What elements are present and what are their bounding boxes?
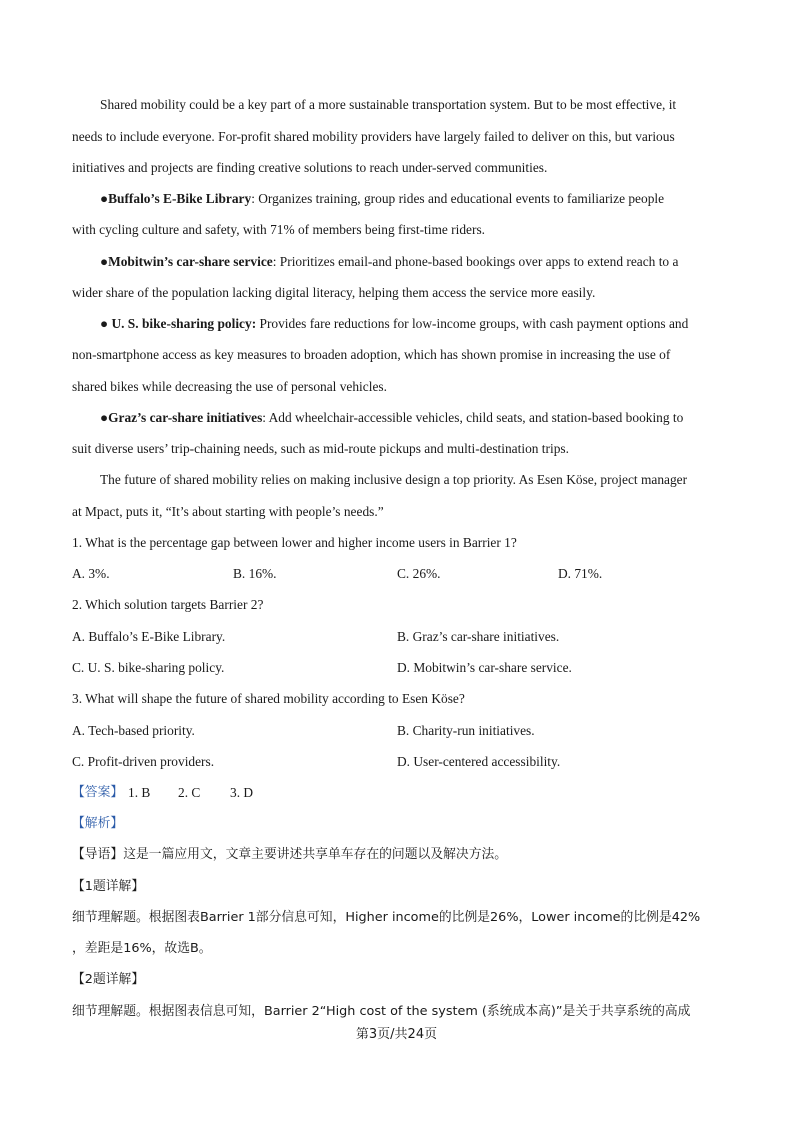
bullet-us-policy-line-2: non-smartphone access as key measures to broaden adoption, which has shown promise in increasing the use of [72, 347, 671, 362]
question-3-option-a: A. Tech-based priority. [72, 723, 195, 738]
question-2-stem: 2. Which solution targets Barrier 2? [72, 597, 264, 612]
analysis-label: 【解析】 [72, 816, 124, 831]
analysis-guide: 【导语】这是一篇应用文，文章主要讲述共享单车存在的问题以及解决方法。 [72, 847, 508, 862]
q1-detail-heading: 【1题详解】 [72, 879, 145, 894]
q1-detail-line-2: ，差距是16%，故选B。 [72, 941, 212, 956]
bullet-graz [100, 409, 683, 427]
intro-line-1: Shared mobility could be a key part of a more sustainable transportation system. But to be most effective, it [100, 97, 677, 112]
question-3-stem: 3. What will shape the future of shared mobility according to Esen Köse? [72, 691, 465, 706]
answer-3: 3. D [230, 785, 254, 800]
intro-line-2: needs to include everyone. For-profit shared mobility providers have largely failed to deliver on this, but various [72, 129, 675, 144]
question-2-option-a: A. Buffalo’s E-Bike Library. [72, 629, 226, 644]
bullet-us-policy-line-3: shared bikes while decreasing the use of personal vehicles. [72, 379, 387, 394]
bullet-us-policy [100, 315, 688, 333]
question-1-option-d: D. 71%. [558, 566, 603, 581]
answer-label: 【答案】 [72, 785, 124, 800]
answer-2: 2. C [178, 785, 201, 800]
q2-detail-heading: 【2题详解】 [72, 972, 145, 987]
question-2-option-d: D. Mobitwin’s car-share service. [397, 660, 572, 675]
bullet-text: : Organizes training, group rides and educational events to familiarize people [251, 191, 665, 206]
bullet-title: U. S. bike-sharing policy: [111, 316, 257, 331]
bullet-title: Buffalo’s E-Bike Library [108, 191, 252, 206]
question-2-option-c: C. U. S. bike-sharing policy. [72, 660, 225, 675]
answer-1: 1. B [128, 785, 151, 800]
question-2-option-b: B. Graz’s car-share initiatives. [397, 629, 560, 644]
conclusion-line-2: at Mpact, puts it, “It’s about starting with people’s needs.” [72, 504, 384, 519]
question-3-option-b: B. Charity-run initiatives. [397, 723, 535, 738]
bullet-marker: ● [100, 254, 109, 269]
bullet-text: : Prioritizes email-and phone-based bookings over apps to extend reach to a [272, 254, 679, 269]
question-1-option-c: C. 26%. [397, 566, 441, 581]
bullet-marker: ● [100, 410, 109, 425]
question-3-option-d: D. User-centered accessibility. [397, 754, 561, 769]
bullet-title: Mobitwin’s car-share service [108, 254, 273, 269]
bullet-text: Provides fare reductions for low-income groups, with cash payment options and [256, 316, 689, 331]
bullet-text: : Add wheelchair-accessible vehicles, child seats, and station-based booking to [262, 410, 684, 425]
bullet-marker: ● [100, 191, 109, 206]
q2-detail-line-1: 细节理解题。根据图表信息可知，Barrier 2“High cost of the system (系统成本高)”是关于共享系统的高成 [72, 1004, 691, 1019]
question-3-option-c: C. Profit-driven providers. [72, 754, 215, 769]
question-1-stem: 1. What is the percentage gap between lower and higher income users in Barrier 1? [72, 535, 517, 550]
question-1-option-b: B. 16%. [233, 566, 277, 581]
bullet-mobitwin [100, 253, 678, 271]
bullet-buffalo [100, 190, 664, 208]
page-number-footer: 第3页/共24页 [355, 1027, 438, 1042]
bullet-mobitwin-line-2: wider share of the population lacking digital literacy, helping them access the service more easily. [72, 285, 596, 300]
q1-detail-line-1: 细节理解题。根据图表Barrier 1部分信息可知，Higher income的比例是26%，Lower income的比例是42% [72, 910, 701, 925]
bullet-graz-line-2: suit diverse users’ trip-chaining needs, such as mid-route pickups and multi-destination trips. [72, 441, 569, 456]
bullet-title: Graz’s car-share initiatives [108, 410, 263, 425]
bullet-marker: ● [100, 316, 112, 331]
question-1-option-a: A. 3%. [72, 566, 110, 581]
intro-line-3: initiatives and projects are finding creative solutions to reach under-served communities. [72, 160, 548, 175]
conclusion-line-1: The future of shared mobility relies on making inclusive design a top priority. As Esen Köse, project manager [100, 472, 688, 487]
bullet-buffalo-line-2: with cycling culture and safety, with 71% of members being first-time riders. [72, 222, 486, 237]
